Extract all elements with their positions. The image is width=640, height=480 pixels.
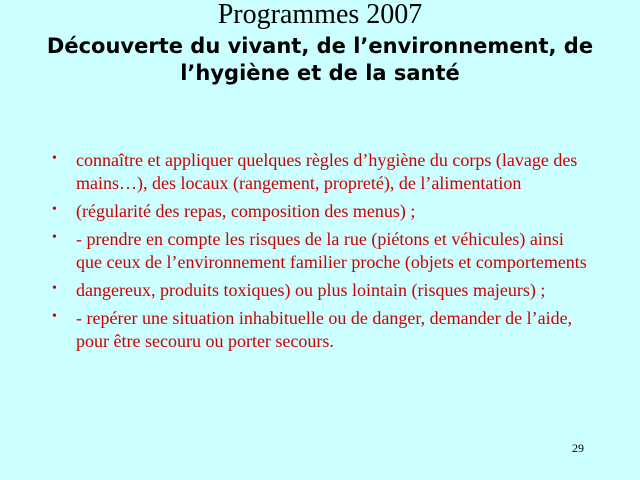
bullet-icon: • <box>52 309 57 324</box>
bullet-item <box>52 200 592 223</box>
bullet-item <box>52 228 592 274</box>
page-number: 29 <box>572 441 584 455</box>
bullet-item <box>52 149 592 195</box>
bullet-item <box>52 279 592 302</box>
bullet-text: (régularité des repas, composition des menus) ; <box>76 201 416 221</box>
bullet-text: - prendre en compte les risques de la rue (piétons et véhicules) ainsi que ceux de l’environnement familier proche (objets et comportements <box>76 229 587 272</box>
bullet-icon: • <box>52 202 57 217</box>
bullet-icon: • <box>52 281 57 296</box>
bullet-list <box>52 149 592 358</box>
bullet-text: - repérer une situation inhabituelle ou de danger, demander de l’aide, pour être secouru ou porter secours. <box>76 308 573 351</box>
bullet-text: connaître et appliquer quelques règles d’hygiène du corps (lavage des mains…), des locaux (rangement, propreté), de l’alimentation <box>76 150 578 193</box>
bullet-text: dangereux, produits toxiques) ou plus lointain (risques majeurs) ; <box>76 280 546 300</box>
bullet-icon: • <box>52 230 57 245</box>
slide-subtitle: Découverte du vivant, de l’environnement, de l’hygiène et de la santé <box>46 34 594 85</box>
bullet-icon: • <box>52 151 57 166</box>
slide-title: Programmes 2007 <box>217 0 423 30</box>
bullet-item <box>52 307 592 353</box>
